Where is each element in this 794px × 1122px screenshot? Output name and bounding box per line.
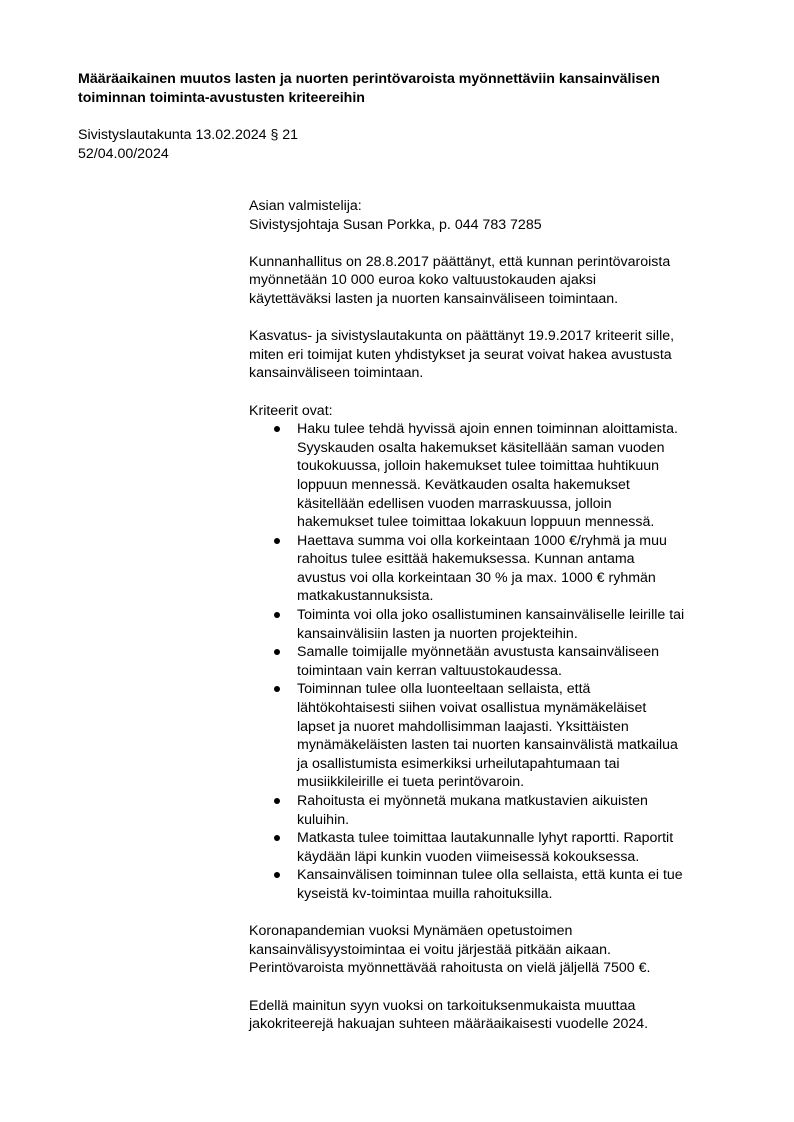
criteria-list — [249, 420, 749, 903]
criteria-line: musiikkileirille ei tueta perintövaroin. — [297, 774, 525, 791]
paragraph-line: Kunnanhallitus on 28.8.2017 päättänyt, että kunnan perintövaroista — [249, 253, 671, 270]
paragraph-pandemic — [249, 922, 749, 978]
document-body — [249, 197, 749, 1052]
criteria-line: kyseistä kv-toimintaa muilla rahoituksilla. — [297, 885, 553, 902]
paragraph-criteria-decision — [249, 327, 749, 383]
criteria-line: Syyskauden osalta hakemukset käsitellään saman vuoden — [297, 439, 665, 456]
criteria-line: loppuun mennessä. Kevätkauden osalta hakemukset — [297, 476, 630, 493]
bullet-icon — [274, 612, 280, 618]
paragraph-line: jakokriteerejä hakuajan suhteen määräaikaisesti vuodelle 2024. — [249, 1016, 649, 1033]
paragraph-decision-2017 — [249, 253, 749, 309]
criteria-line: ja osallistumista esimerkiksi urheilutapahtumaan tai — [297, 755, 620, 772]
bullet-icon — [274, 649, 280, 655]
criteria-item — [249, 792, 749, 829]
criteria-item — [249, 532, 749, 606]
criteria-line: mynämäkeläisten lasten tai nuorten kansainvälistä matkailua — [297, 737, 678, 754]
criteria-line: Haettava summa voi olla korkeintaan 1000 €/ryhmä ja muu — [297, 532, 667, 549]
bullet-icon — [274, 686, 280, 692]
bullet-icon — [274, 872, 280, 878]
document-title-line-1: Määräaikainen muutos lasten ja nuorten perintövaroista myönnettäviin kansainvälisen — [78, 71, 660, 87]
paragraph-line: Kasvatus- ja sivistyslautakunta on päättänyt 19.9.2017 kriteerit sille, — [249, 328, 675, 345]
criteria-item — [249, 420, 749, 532]
bullet-icon — [274, 426, 280, 432]
criteria-line: hakemukset tulee toimittaa lokakuun loppuun mennessä. — [297, 514, 655, 531]
criteria-line: lapset ja nuoret mahdollisimman laajasti. Yksittäisten — [297, 718, 629, 735]
bullet-icon — [274, 538, 280, 544]
preparer-block — [249, 197, 749, 234]
criteria-line: Rahoitusta ei myönnetä mukana matkustavien aikuisten — [297, 793, 648, 809]
meeting-reference — [78, 126, 478, 163]
criteria-line: rahoitus tulee esittää hakemuksessa. Kunnan antama — [297, 551, 635, 568]
criteria-item — [249, 680, 749, 792]
criteria-line: Toiminnan tulee olla luonteeltaan sellaista, että — [297, 681, 591, 698]
criteria-line: Samalle toimijalle myönnetään avustusta kansainväliseen — [297, 644, 659, 661]
paragraph-line: miten eri toimijat kuten yhdistykset ja seurat voivat hakea avustusta — [249, 346, 672, 363]
criteria-line: Toiminta voi olla joko osallistuminen kansainväliselle leirille tai — [297, 607, 685, 624]
paragraph-line: kansainvälisyystoimintaa ei voitu järjestää pitkään aikaan. — [249, 941, 611, 958]
paragraph-line: Koronapandemian vuoksi Mynämäen opetustoimen — [249, 923, 573, 940]
paragraph-line: Edellä mainitun syyn vuoksi on tarkoituksenmukaista muuttaa — [249, 997, 636, 1014]
criteria-line: kansainvälisiin lasten ja nuorten projekteihin. — [297, 625, 578, 642]
criteria-line: toimintaan vain kerran valtuustokaudessa. — [297, 662, 562, 679]
criteria-line: Matkasta tulee toimittaa lautakunnalle lyhyt raportti. Raportit — [297, 830, 674, 847]
criteria-line: käsitellään edellisen vuoden marraskuussa, jolloin — [297, 495, 612, 512]
criteria-line: Kansainvälisen toiminnan tulee olla sellaista, että kunta ei tue — [297, 867, 683, 884]
criteria-line: kuluihin. — [297, 811, 350, 828]
criteria-item — [249, 866, 749, 903]
case-number: 52/04.00/2024 — [78, 145, 169, 162]
criteria-item — [249, 643, 749, 680]
criteria-line: matkakustannuksista. — [297, 588, 434, 605]
bullet-icon — [274, 798, 280, 804]
paragraph-line: myönnetään 10 000 euroa koko valtuustokauden ajaksi — [249, 272, 597, 289]
criteria-intro: Kriteerit ovat: — [249, 402, 333, 419]
criteria-line: toukokuussa, jolloin hakemukset tulee toimittaa huhtikuun — [297, 458, 659, 475]
paragraph-line: Perintövaroista myönnettävää rahoitusta on vielä jäljellä 7500 €. — [249, 960, 651, 977]
criteria-line: lähtökohtaisesti siihen voivat osallistua mynämäkeläiset — [297, 700, 647, 717]
criteria-item — [249, 829, 749, 866]
criteria-item — [249, 606, 749, 643]
criteria-line: avustus voi olla korkeintaan 30 % ja max. 1000 € ryhmän — [297, 569, 656, 586]
preparer-label: Asian valmistelija: — [249, 198, 362, 214]
preparer-name: Sivistysjohtaja Susan Porkka, p. 044 783 7285 — [249, 216, 542, 233]
paragraph-proposal — [249, 997, 749, 1034]
document-title — [78, 70, 758, 107]
paragraph-line: käytettäväksi lasten ja nuorten kansainväliseen toimintaan. — [249, 290, 619, 307]
document-title-line-2: toiminnan toiminta-avustusten kriteereihin — [78, 89, 365, 106]
paragraph-line: kansainväliseen toimintaan. — [249, 365, 424, 382]
criteria-line: käydään läpi kunkin vuoden viimeisessä kokouksessa. — [297, 848, 640, 865]
meeting-date-line: Sivistyslautakunta 13.02.2024 § 21 — [78, 127, 299, 143]
criteria-line: Haku tulee tehdä hyvissä ajoin ennen toiminnan aloittamista. — [297, 421, 678, 438]
bullet-icon — [274, 835, 280, 841]
